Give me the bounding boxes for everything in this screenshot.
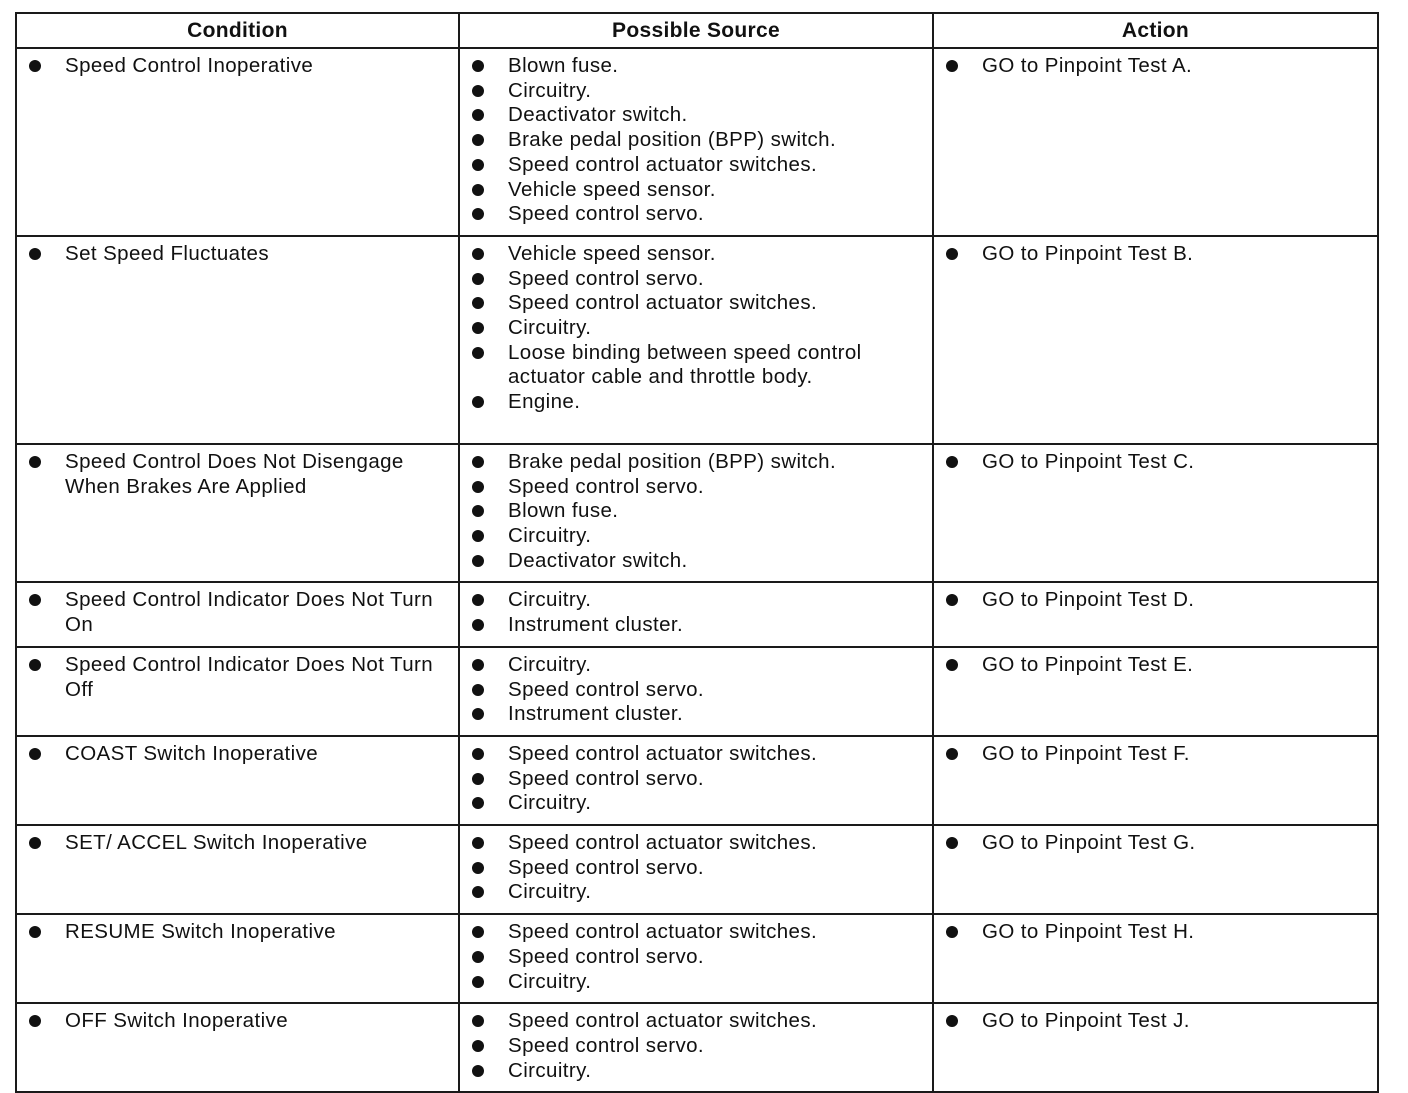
condition-item (25, 653, 450, 702)
source-item-text: Circuitry. (508, 524, 592, 548)
table-body (16, 48, 1378, 1092)
source-item-text: Vehicle speed sensor. (508, 177, 716, 201)
bullet-icon (472, 797, 484, 809)
table-row (16, 582, 1378, 646)
table-row (16, 647, 1378, 736)
action-cell (933, 1003, 1378, 1092)
bullet-icon (472, 976, 484, 988)
source-item (468, 499, 924, 524)
source-item-text: Instrument cluster. (508, 613, 684, 637)
source-item-text: Circuitry. (508, 588, 592, 612)
source-item-text: Speed control actuator switches. (508, 291, 818, 315)
table-row (16, 1003, 1378, 1092)
source-item-text: Brake pedal position (BPP) switch. (508, 449, 837, 473)
condition-item-text: SET/ ACCEL Switch Inoperative (65, 831, 368, 855)
source-item (468, 475, 924, 500)
source-item (468, 178, 924, 203)
action-cell (933, 48, 1378, 236)
condition-cell (16, 582, 459, 646)
bullet-icon (472, 134, 484, 146)
bullet-icon (472, 619, 484, 631)
possible-source-cell (459, 48, 933, 236)
source-item-text: Circuitry. (508, 316, 592, 340)
bullet-icon (472, 659, 484, 671)
action-item (942, 920, 1369, 945)
condition-item-text: Speed Control Does Not Disengage When Brakes Are Applied (65, 449, 404, 498)
source-item-text: Speed control actuator switches. (508, 1009, 818, 1033)
bullet-icon (472, 322, 484, 334)
source-item (468, 153, 924, 178)
source-item-text: Speed control servo. (508, 855, 705, 879)
bullet-icon (472, 594, 484, 606)
action-item-text: GO to Pinpoint Test G. (982, 831, 1196, 855)
bullet-icon (472, 396, 484, 408)
condition-cell (16, 914, 459, 1003)
source-item-text: Instrument cluster. (508, 702, 684, 726)
condition-cell (16, 444, 459, 583)
source-item (468, 291, 924, 316)
action-item (942, 742, 1369, 767)
bullet-icon (946, 926, 958, 938)
bullet-icon (29, 659, 41, 671)
source-item (468, 767, 924, 792)
bullet-icon (472, 60, 484, 72)
action-cell (933, 825, 1378, 914)
bullet-icon (946, 659, 958, 671)
bullet-icon (946, 456, 958, 468)
bullet-icon (946, 1015, 958, 1027)
condition-item-text: Speed Control Indicator Does Not Turn On (65, 588, 434, 637)
condition-item-text: Speed Control Inoperative (65, 54, 314, 77)
source-item (468, 791, 924, 816)
source-item-text: Circuitry. (508, 880, 592, 904)
source-item (468, 1009, 924, 1034)
possible-source-cell (459, 736, 933, 825)
source-item (468, 450, 924, 475)
bullet-icon (29, 60, 41, 72)
source-item (468, 54, 924, 79)
possible-source-cell (459, 647, 933, 736)
action-item (942, 450, 1369, 475)
bullet-icon (946, 248, 958, 260)
table-row (16, 825, 1378, 914)
source-item-text: Deactivator switch. (508, 548, 688, 572)
bullet-icon (29, 456, 41, 468)
source-item-text: Circuitry. (508, 78, 592, 102)
table-row (16, 736, 1378, 825)
condition-item (25, 588, 450, 637)
source-item (468, 653, 924, 678)
bullet-icon (472, 85, 484, 97)
source-item-text: Speed control servo. (508, 266, 705, 290)
source-item-text: Speed control actuator switches. (508, 741, 818, 765)
source-item-text: Circuitry. (508, 1058, 592, 1082)
bullet-icon (472, 481, 484, 493)
source-item-text: Speed control servo. (508, 766, 705, 790)
bullet-icon (29, 748, 41, 760)
source-item (468, 103, 924, 128)
table-row (16, 236, 1378, 444)
source-item (468, 880, 924, 905)
action-item-text: GO to Pinpoint Test A. (982, 54, 1193, 77)
condition-cell (16, 736, 459, 825)
bullet-icon (472, 273, 484, 285)
source-item-text: Speed control servo. (508, 1033, 705, 1057)
condition-cell (16, 48, 459, 236)
condition-cell (16, 825, 459, 914)
bullet-icon (472, 951, 484, 963)
action-item-text: GO to Pinpoint Test F. (982, 741, 1190, 765)
condition-item (25, 742, 450, 767)
action-cell (933, 647, 1378, 736)
possible-source-cell (459, 914, 933, 1003)
possible-source-cell (459, 236, 933, 444)
source-item-text: Circuitry. (508, 652, 592, 676)
source-item (468, 856, 924, 881)
bullet-icon (472, 248, 484, 260)
bullet-icon (472, 555, 484, 567)
bullet-icon (29, 837, 41, 849)
header-condition: Condition (16, 13, 459, 48)
bullet-icon (472, 708, 484, 720)
action-item (942, 54, 1369, 79)
bullet-icon (29, 926, 41, 938)
action-item-text: GO to Pinpoint Test H. (982, 920, 1195, 944)
source-item (468, 613, 924, 638)
action-item (942, 1009, 1369, 1034)
source-item (468, 316, 924, 341)
source-item-text: Speed control servo. (508, 944, 705, 968)
header-row (16, 13, 1378, 48)
action-cell (933, 914, 1378, 1003)
source-item-text: Engine. (508, 390, 581, 414)
bullet-icon (472, 530, 484, 542)
source-item-text: Speed control actuator switches. (508, 152, 818, 176)
condition-cell (16, 647, 459, 736)
table-row (16, 48, 1378, 236)
action-item (942, 242, 1369, 267)
bullet-icon (472, 837, 484, 849)
condition-item-text: Speed Control Indicator Does Not Turn Off (65, 652, 434, 701)
bullet-icon (472, 926, 484, 938)
possible-source-cell (459, 444, 933, 583)
source-item-text: Deactivator switch. (508, 103, 688, 127)
condition-item-text: COAST Switch Inoperative (65, 741, 319, 765)
source-item-text: Brake pedal position (BPP) switch. (508, 128, 837, 152)
bullet-icon (472, 886, 484, 898)
bullet-icon (472, 208, 484, 220)
bullet-icon (472, 1015, 484, 1027)
bullet-icon (472, 684, 484, 696)
table-row (16, 914, 1378, 1003)
source-item-text: Speed control servo. (508, 474, 705, 498)
source-item-text: Speed control actuator switches. (508, 920, 818, 944)
bullet-icon (472, 456, 484, 468)
header-possible-source: Possible Source (459, 13, 933, 48)
bullet-icon (946, 837, 958, 849)
action-item-text: GO to Pinpoint Test E. (982, 652, 1194, 676)
source-item (468, 1034, 924, 1059)
possible-source-cell (459, 582, 933, 646)
table-row (16, 444, 1378, 583)
condition-item-text: RESUME Switch Inoperative (65, 920, 336, 944)
source-item (468, 390, 924, 415)
action-item (942, 588, 1369, 613)
source-item (468, 702, 924, 727)
condition-item (25, 831, 450, 856)
source-item (468, 341, 924, 390)
source-item-text: Vehicle speed sensor. (508, 241, 716, 265)
action-item-text: GO to Pinpoint Test J. (982, 1009, 1190, 1033)
condition-item (25, 920, 450, 945)
action-item-text: GO to Pinpoint Test D. (982, 588, 1195, 612)
bullet-icon (946, 748, 958, 760)
source-item-text: Loose binding between speed control actuator cable and throttle body. (508, 340, 862, 389)
action-cell (933, 582, 1378, 646)
action-cell (933, 236, 1378, 444)
bullet-icon (472, 109, 484, 121)
condition-item (25, 242, 450, 267)
action-cell (933, 444, 1378, 583)
bullet-icon (472, 184, 484, 196)
source-item-text: Speed control servo. (508, 202, 705, 226)
bullet-icon (472, 159, 484, 171)
bullet-icon (946, 594, 958, 606)
condition-item (25, 1009, 450, 1034)
source-item-text: Blown fuse. (508, 499, 619, 523)
source-item-text: Speed control servo. (508, 677, 705, 701)
condition-item-text: Set Speed Fluctuates (65, 241, 270, 265)
bullet-icon (472, 505, 484, 517)
source-item-text: Speed control actuator switches. (508, 831, 818, 855)
header-action: Action (933, 13, 1378, 48)
source-item (468, 242, 924, 267)
action-item-text: GO to Pinpoint Test B. (982, 241, 1194, 265)
action-item (942, 831, 1369, 856)
condition-cell (16, 1003, 459, 1092)
source-item (468, 970, 924, 995)
source-item-text: Circuitry. (508, 791, 592, 815)
source-item-text: Blown fuse. (508, 54, 619, 77)
source-item (468, 128, 924, 153)
source-item (468, 588, 924, 613)
source-item (468, 945, 924, 970)
source-item (468, 79, 924, 104)
bullet-icon (946, 60, 958, 72)
source-item (468, 267, 924, 292)
source-item (468, 549, 924, 574)
condition-item (25, 54, 450, 79)
possible-source-cell (459, 825, 933, 914)
bullet-icon (29, 594, 41, 606)
condition-item (25, 450, 450, 499)
source-item (468, 920, 924, 945)
source-item (468, 202, 924, 227)
bullet-icon (472, 1065, 484, 1077)
action-item-text: GO to Pinpoint Test C. (982, 449, 1195, 473)
bullet-icon (472, 773, 484, 785)
bullet-icon (29, 1015, 41, 1027)
bullet-icon (472, 297, 484, 309)
table-header (16, 13, 1378, 48)
diagnosis-table (15, 12, 1379, 1093)
action-item (942, 653, 1369, 678)
action-cell (933, 736, 1378, 825)
possible-source-cell (459, 1003, 933, 1092)
condition-item-text: OFF Switch Inoperative (65, 1009, 288, 1033)
bullet-icon (472, 347, 484, 359)
source-item (468, 831, 924, 856)
bullet-icon (472, 1040, 484, 1052)
bullet-icon (472, 862, 484, 874)
source-item (468, 1059, 924, 1084)
bullet-icon (472, 748, 484, 760)
bullet-icon (29, 248, 41, 260)
source-item (468, 524, 924, 549)
source-item (468, 678, 924, 703)
condition-cell (16, 236, 459, 444)
source-item-text: Circuitry. (508, 969, 592, 993)
source-item (468, 742, 924, 767)
